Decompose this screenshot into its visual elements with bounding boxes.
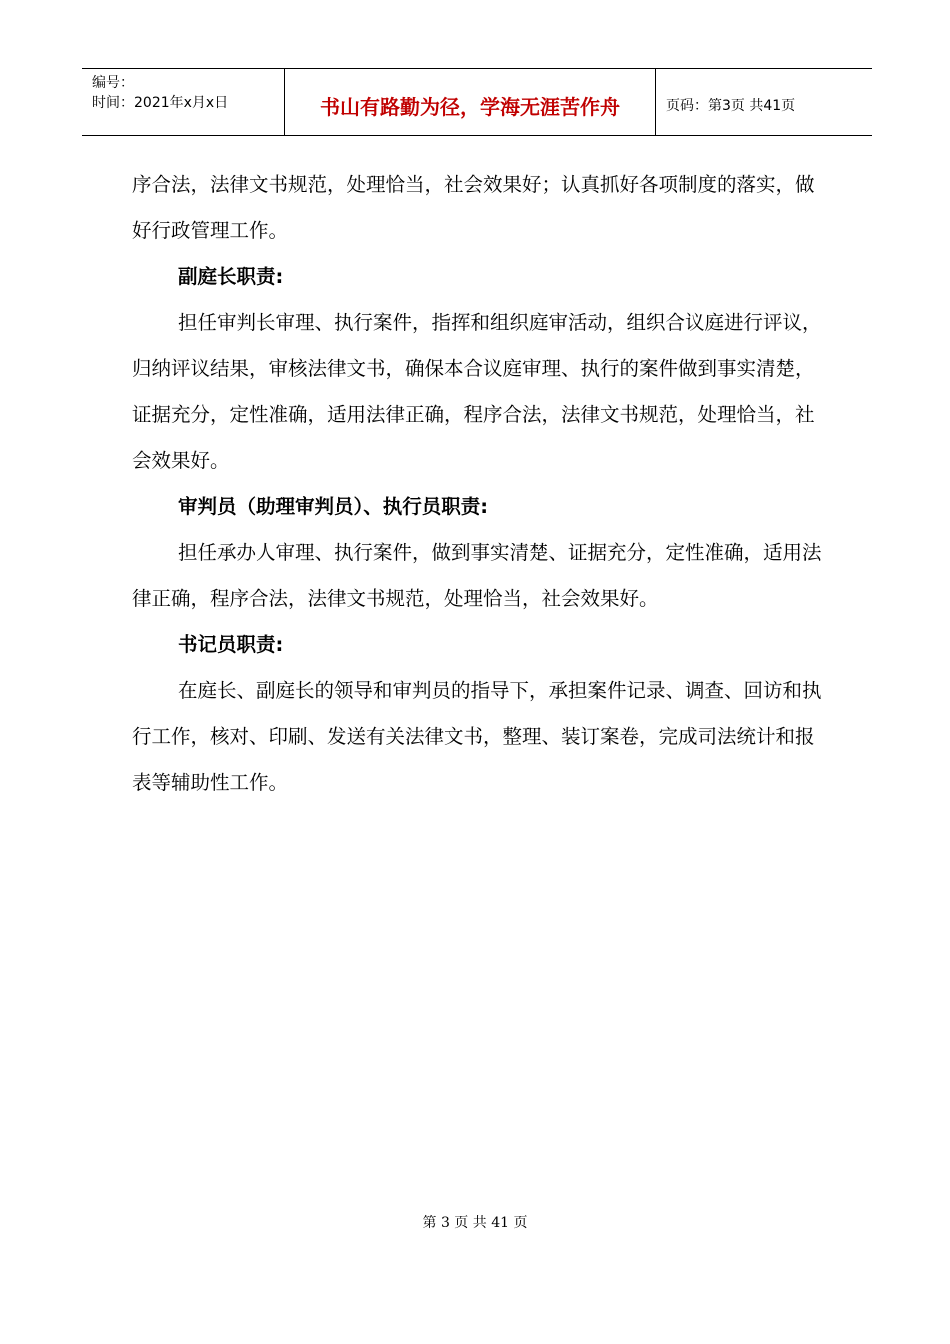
header-motto: 书山有路勤为径，学海无涯苦作舟	[285, 69, 656, 135]
date-label: 时间：2021年x月x日	[92, 95, 229, 111]
paragraph-3: 担任承办人审理、执行案件，做到事实清楚、证据充分，定性准确，适用法律正确，程序合法，法律文书规范，处理恰当，社会效果好。	[132, 541, 822, 610]
heading-deputy-chief: 副庭长职责:	[178, 265, 284, 288]
code-label: 编号：	[92, 75, 134, 91]
header-left-cell	[82, 69, 285, 135]
paragraph-2: 担任审判长审理、执行案件，指挥和组织庭审活动，组织合议庭进行评议，归纳评议结果，审核法律文书，确保本合议庭审理、执行的案件做到事实清楚，证据充分，定性准确，适用法律正确，程序合法，法律文书规范，处理恰当，社会效果好。	[132, 311, 822, 472]
page-header	[82, 68, 872, 136]
paragraph-1: 序合法，法律文书规范，处理恰当，社会效果好；认真抓好各项制度的落实，做好行政管理工作。	[132, 173, 815, 242]
paragraph-4: 在庭长、副庭长的领导和审判员的指导下，承担案件记录、调查、回访和执行工作，核对、印刷、发送有关法律文书，整理、装订案卷，完成司法统计和报表等辅助性工作。	[132, 679, 822, 794]
header-page-info: 页码：第3页 共41页	[666, 98, 796, 114]
heading-judge: 审判员（助理审判员）、执行员职责:	[178, 495, 489, 518]
document-body	[132, 162, 832, 806]
heading-clerk: 书记员职责:	[178, 633, 284, 656]
page-footer: 第 3 页 共 41 页	[422, 1215, 528, 1231]
